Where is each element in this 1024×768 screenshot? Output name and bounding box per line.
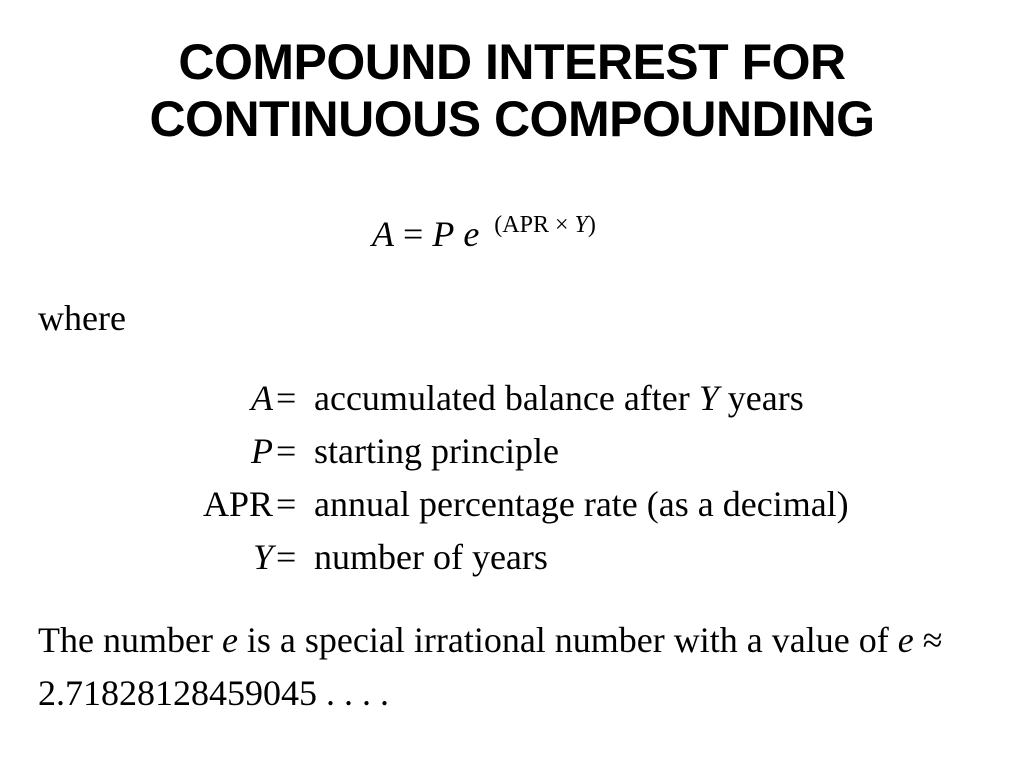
exponent-close: ) [587,212,596,238]
title-line-2: CONTINUOUS COMPOUNDING [149,91,875,147]
formula-exponent [494,212,596,238]
formula-p: P [432,214,455,254]
definition-equals: = [276,378,297,418]
slide-title [0,34,1024,148]
definition-description: starting principle [314,431,559,471]
title-line-1: COMPOUND INTEREST FOR [178,34,846,90]
definition-desc-post: years [727,378,804,418]
exponent-y: Y [574,212,588,238]
note-text-2: is a special irrational number with a value of [246,620,889,660]
note-text-3: ≈ 2.71828128459045 . . . . [38,620,943,713]
note-text-1: The number [38,620,213,660]
e-note-paragraph [38,614,998,720]
compound-interest-formula [372,214,596,259]
definition-equals: = [276,484,297,524]
definition-symbol: APR [202,484,273,524]
definition-symbol: Y [252,537,273,577]
note-e-1: e [221,620,238,660]
definition-description: annual percentage rate (as a decimal) [314,484,849,524]
formula-equals: = [403,214,424,254]
note-e-2: e [897,620,914,660]
definition-symbol: A [251,378,273,418]
definition-description [314,376,804,420]
definition-desc-text: accumulated balance after [314,378,690,418]
definition-row-p [0,429,1024,473]
definition-row-a [0,376,1024,420]
definition-desc-var: Y [698,378,719,418]
definition-equals: = [276,537,297,577]
formula-e: e [463,214,480,254]
where-label: where [38,298,126,338]
definition-row-y [0,535,1024,579]
definition-symbol: P [251,431,273,471]
exponent-apr: (APR × [494,212,569,238]
definition-row-apr [0,482,1024,526]
definition-equals: = [276,431,297,471]
definition-description: number of years [314,537,548,577]
formula-a: A [372,214,394,254]
